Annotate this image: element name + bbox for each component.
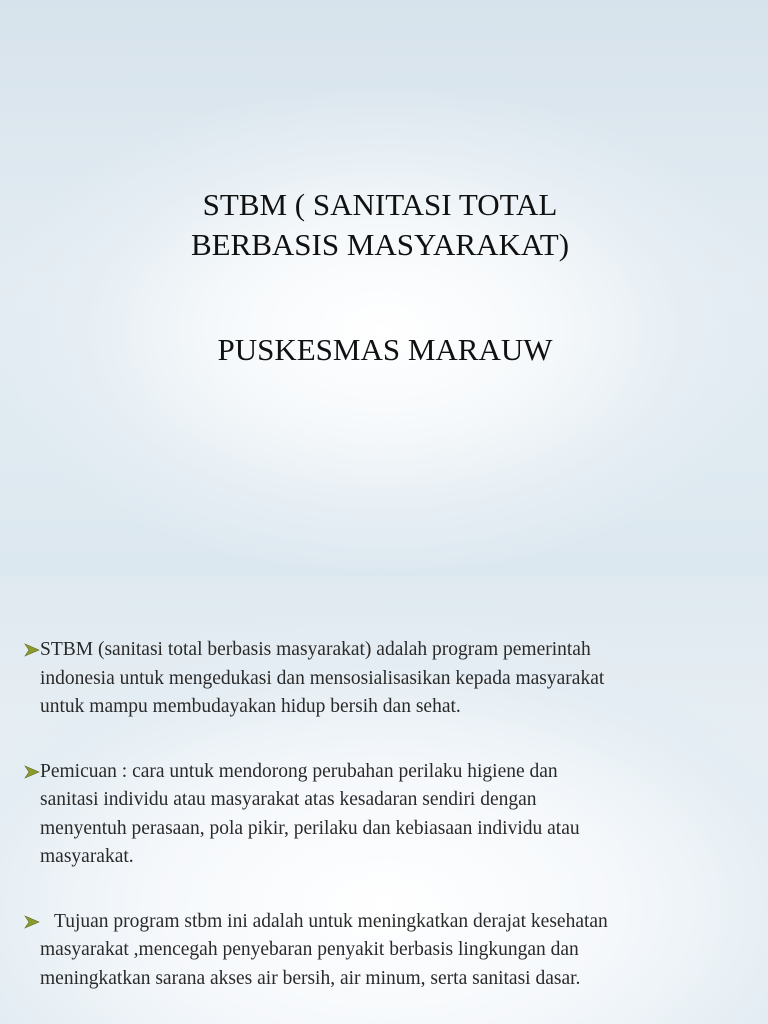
bullet-line: STBM (sanitasi total berbasis masyarakat) adalah program pemerintah bbox=[40, 639, 591, 660]
arrow-bullet-icon bbox=[24, 915, 40, 929]
bullet-line: Tujuan program stbm ini adalah untuk meningkatkan derajat kesehatan bbox=[54, 910, 608, 932]
bullet-stbm-definition bbox=[24, 636, 744, 722]
bullet-list bbox=[24, 636, 744, 993]
bullet-line: masyarakat. bbox=[40, 846, 134, 867]
bullet-tujuan bbox=[24, 908, 744, 994]
slide-title bbox=[120, 185, 640, 265]
title-line-2: BERBASIS MASYARAKAT) bbox=[190, 227, 570, 262]
bullet-line: meningkatkan sarana akses air bersih, air minum, serta sanitasi dasar. bbox=[40, 967, 581, 989]
bullet-line: menyentuh perasaan, pola pikir, perilaku dan kebiasaan individu atau bbox=[40, 817, 580, 839]
bullet-line: untuk mampu membudayakan hidup bersih dan sehat. bbox=[40, 696, 461, 717]
arrow-bullet-icon bbox=[24, 643, 40, 657]
bullet-line: sanitasi individu atau masyarakat atas kesadaran sendiri dengan bbox=[40, 789, 537, 810]
bullet-pemicuan bbox=[24, 758, 744, 872]
bullet-line: Pemicuan : cara untuk mendorong perubahan perilaku higiene dan bbox=[40, 760, 558, 782]
title-line-1: STBM ( SANITASI TOTAL bbox=[202, 187, 558, 222]
content-slide bbox=[0, 576, 768, 1024]
arrow-bullet-icon bbox=[24, 765, 40, 779]
slide-subtitle: PUSKESMAS MARAUW bbox=[217, 332, 553, 367]
bullet-line: indonesia untuk mengedukasi dan mensosialisasikan kepada masyarakat bbox=[40, 667, 605, 689]
bullet-line: masyarakat ,mencegah penyebaran penyakit berbasis lingkungan dan bbox=[40, 939, 579, 960]
